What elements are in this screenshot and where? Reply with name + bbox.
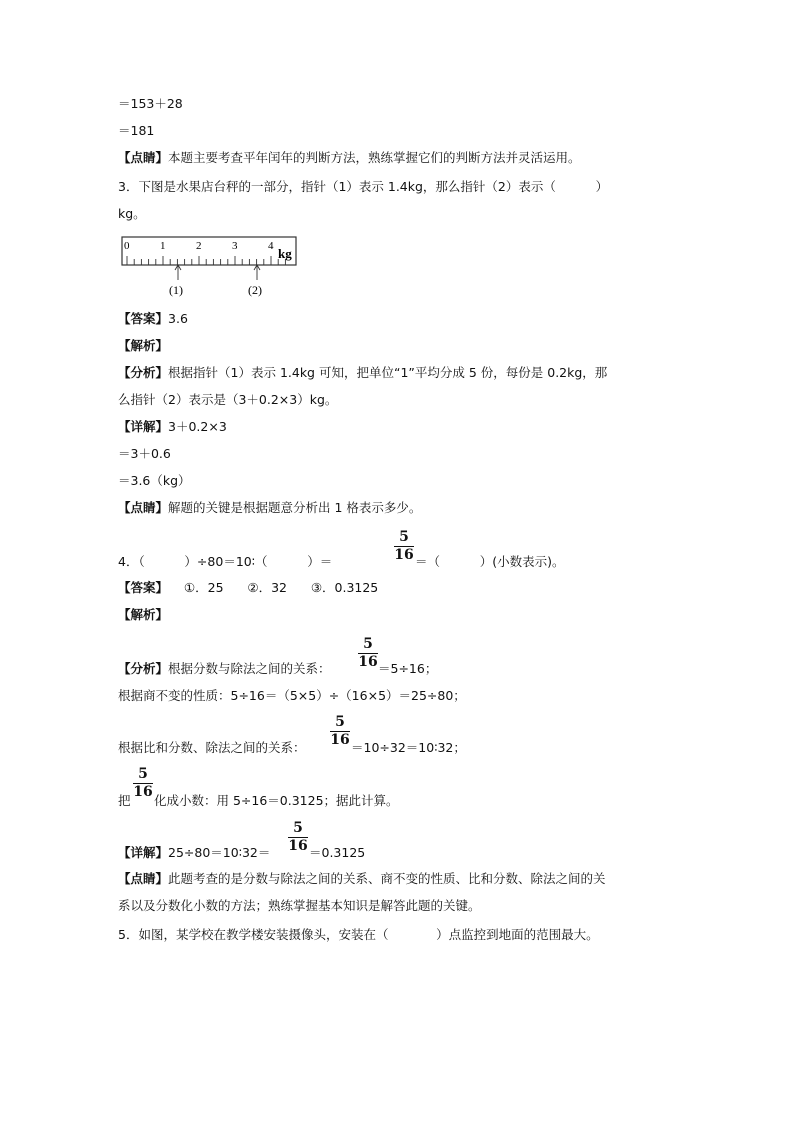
comment-text: 本题主要考查平年闰年的判断方法，熟练掌握它们的判断方法并灵活运用。 [168, 150, 581, 165]
numerator: 5 [399, 529, 409, 545]
analysis-3-line-1 [118, 365, 607, 381]
analysis-4-line-3b: ＝10÷32＝10∶32； [351, 740, 466, 755]
question-4-part-b: ＝（ ）(小数表示)。 [415, 554, 565, 569]
fraction-5-16 [133, 767, 153, 800]
analysis-4-line-1b: ＝5÷16； [378, 661, 438, 676]
analysis-4-line-4b: 化成小数：用 5÷16＝0.3125；据此计算。 [154, 793, 399, 808]
comment-4-line-1 [118, 871, 606, 887]
analysis-3-heading: 【解析】 [118, 338, 169, 353]
comment-text: 解题的关键是根据题意分析出 1 格表示多少。 [168, 500, 422, 515]
fraction-5-16 [358, 637, 378, 670]
detail-text: 25÷80＝10∶32＝ [168, 845, 271, 860]
detail-label: 【详解】 [118, 845, 169, 860]
answer-3 [118, 311, 188, 327]
comment-text: 此题考查的是分数与除法之间的关系、商不变的性质、比和分数、除法之间的关 [168, 871, 606, 886]
detail-3-line-1 [118, 419, 227, 435]
comment-label: 【点睛】 [118, 871, 169, 886]
analysis-4-line-2: 根据商不变的性质：5÷16＝（5×5）÷（16×5）＝25÷80； [118, 688, 466, 703]
pointer-1-label: (1) [169, 283, 183, 297]
detail-3-line-2: ＝3＋0.6 [118, 446, 171, 461]
pointer-2-label: (2) [248, 283, 262, 297]
comment-4-line-2: 系以及分数化小数的方法；熟练掌握基本知识是解答此题的关键。 [118, 898, 481, 913]
scale-tick-label: 2 [196, 240, 202, 252]
answer-values: ①．25 ②．32 ③．0.3125 [168, 580, 379, 595]
question-5: 5．如图，某学校在教学楼安装摄像头，安装在（ ）点监控到地面的范围最大。 [118, 927, 599, 942]
analysis-4-line-4: 把 [118, 793, 131, 808]
answer-4 [118, 580, 378, 596]
detail-label: 【详解】 [118, 419, 169, 434]
analysis-label: 【分析】 [118, 365, 169, 380]
scale-ruler [118, 232, 300, 300]
question-4-part-a: 4．（ ）÷80＝10∶（ ）＝ [118, 554, 333, 569]
numerator: 5 [363, 636, 373, 652]
detail-4 [118, 845, 270, 861]
question-3: 3．下图是水果店台秤的一部分，指针（1）表示 1.4kg，那么指针（2）表示（ ） [118, 179, 609, 194]
calc-line-2: ＝181 [118, 123, 155, 138]
scale-tick-label: 0 [124, 240, 130, 252]
answer-value: 3.6 [168, 311, 188, 326]
fraction-5-16 [394, 530, 414, 563]
analysis-4-line-1 [118, 661, 331, 677]
detail-4b: ＝0.3125 [309, 845, 366, 860]
denominator: 16 [394, 547, 414, 563]
scale-tick-label: 4 [268, 240, 274, 252]
comment-3 [118, 500, 421, 516]
analysis-label: 【分析】 [118, 661, 169, 676]
scale-tick-label: 3 [232, 240, 238, 252]
detail-3-line-3: ＝3.6（kg） [118, 473, 191, 488]
numerator: 5 [335, 714, 345, 730]
answer-label: 【答案】 [118, 580, 169, 595]
comment-line [118, 150, 581, 166]
detail-text: 3＋0.2×3 [168, 419, 227, 434]
comment-label: 【点睛】 [118, 150, 169, 165]
question-3-unit: kg。 [118, 206, 146, 221]
scale-unit: kg [278, 246, 292, 261]
numerator: 5 [138, 766, 148, 782]
answer-label: 【答案】 [118, 311, 169, 326]
denominator: 16 [133, 784, 153, 800]
denominator: 16 [330, 732, 350, 748]
analysis-4-line-3: 根据比和分数、除法之间的关系： [118, 740, 306, 755]
fraction-5-16 [288, 821, 308, 854]
denominator: 16 [288, 838, 308, 854]
calc-line-1: ＝153＋28 [118, 96, 183, 111]
analysis-4-heading: 【解析】 [118, 607, 169, 622]
scale-tick-label: 1 [160, 240, 166, 252]
analysis-text: 根据指针（1）表示 1.4kg 可知，把单位“1”平均分成 5 份，每份是 0.2kg，那 [168, 365, 608, 380]
analysis-3-line-2: 么指针（2）表示是（3＋0.2×3）kg。 [118, 392, 338, 407]
analysis-text: 根据分数与除法之间的关系： [168, 661, 331, 676]
comment-label: 【点睛】 [118, 500, 169, 515]
numerator: 5 [293, 820, 303, 836]
denominator: 16 [358, 654, 378, 670]
fraction-5-16 [330, 715, 350, 748]
